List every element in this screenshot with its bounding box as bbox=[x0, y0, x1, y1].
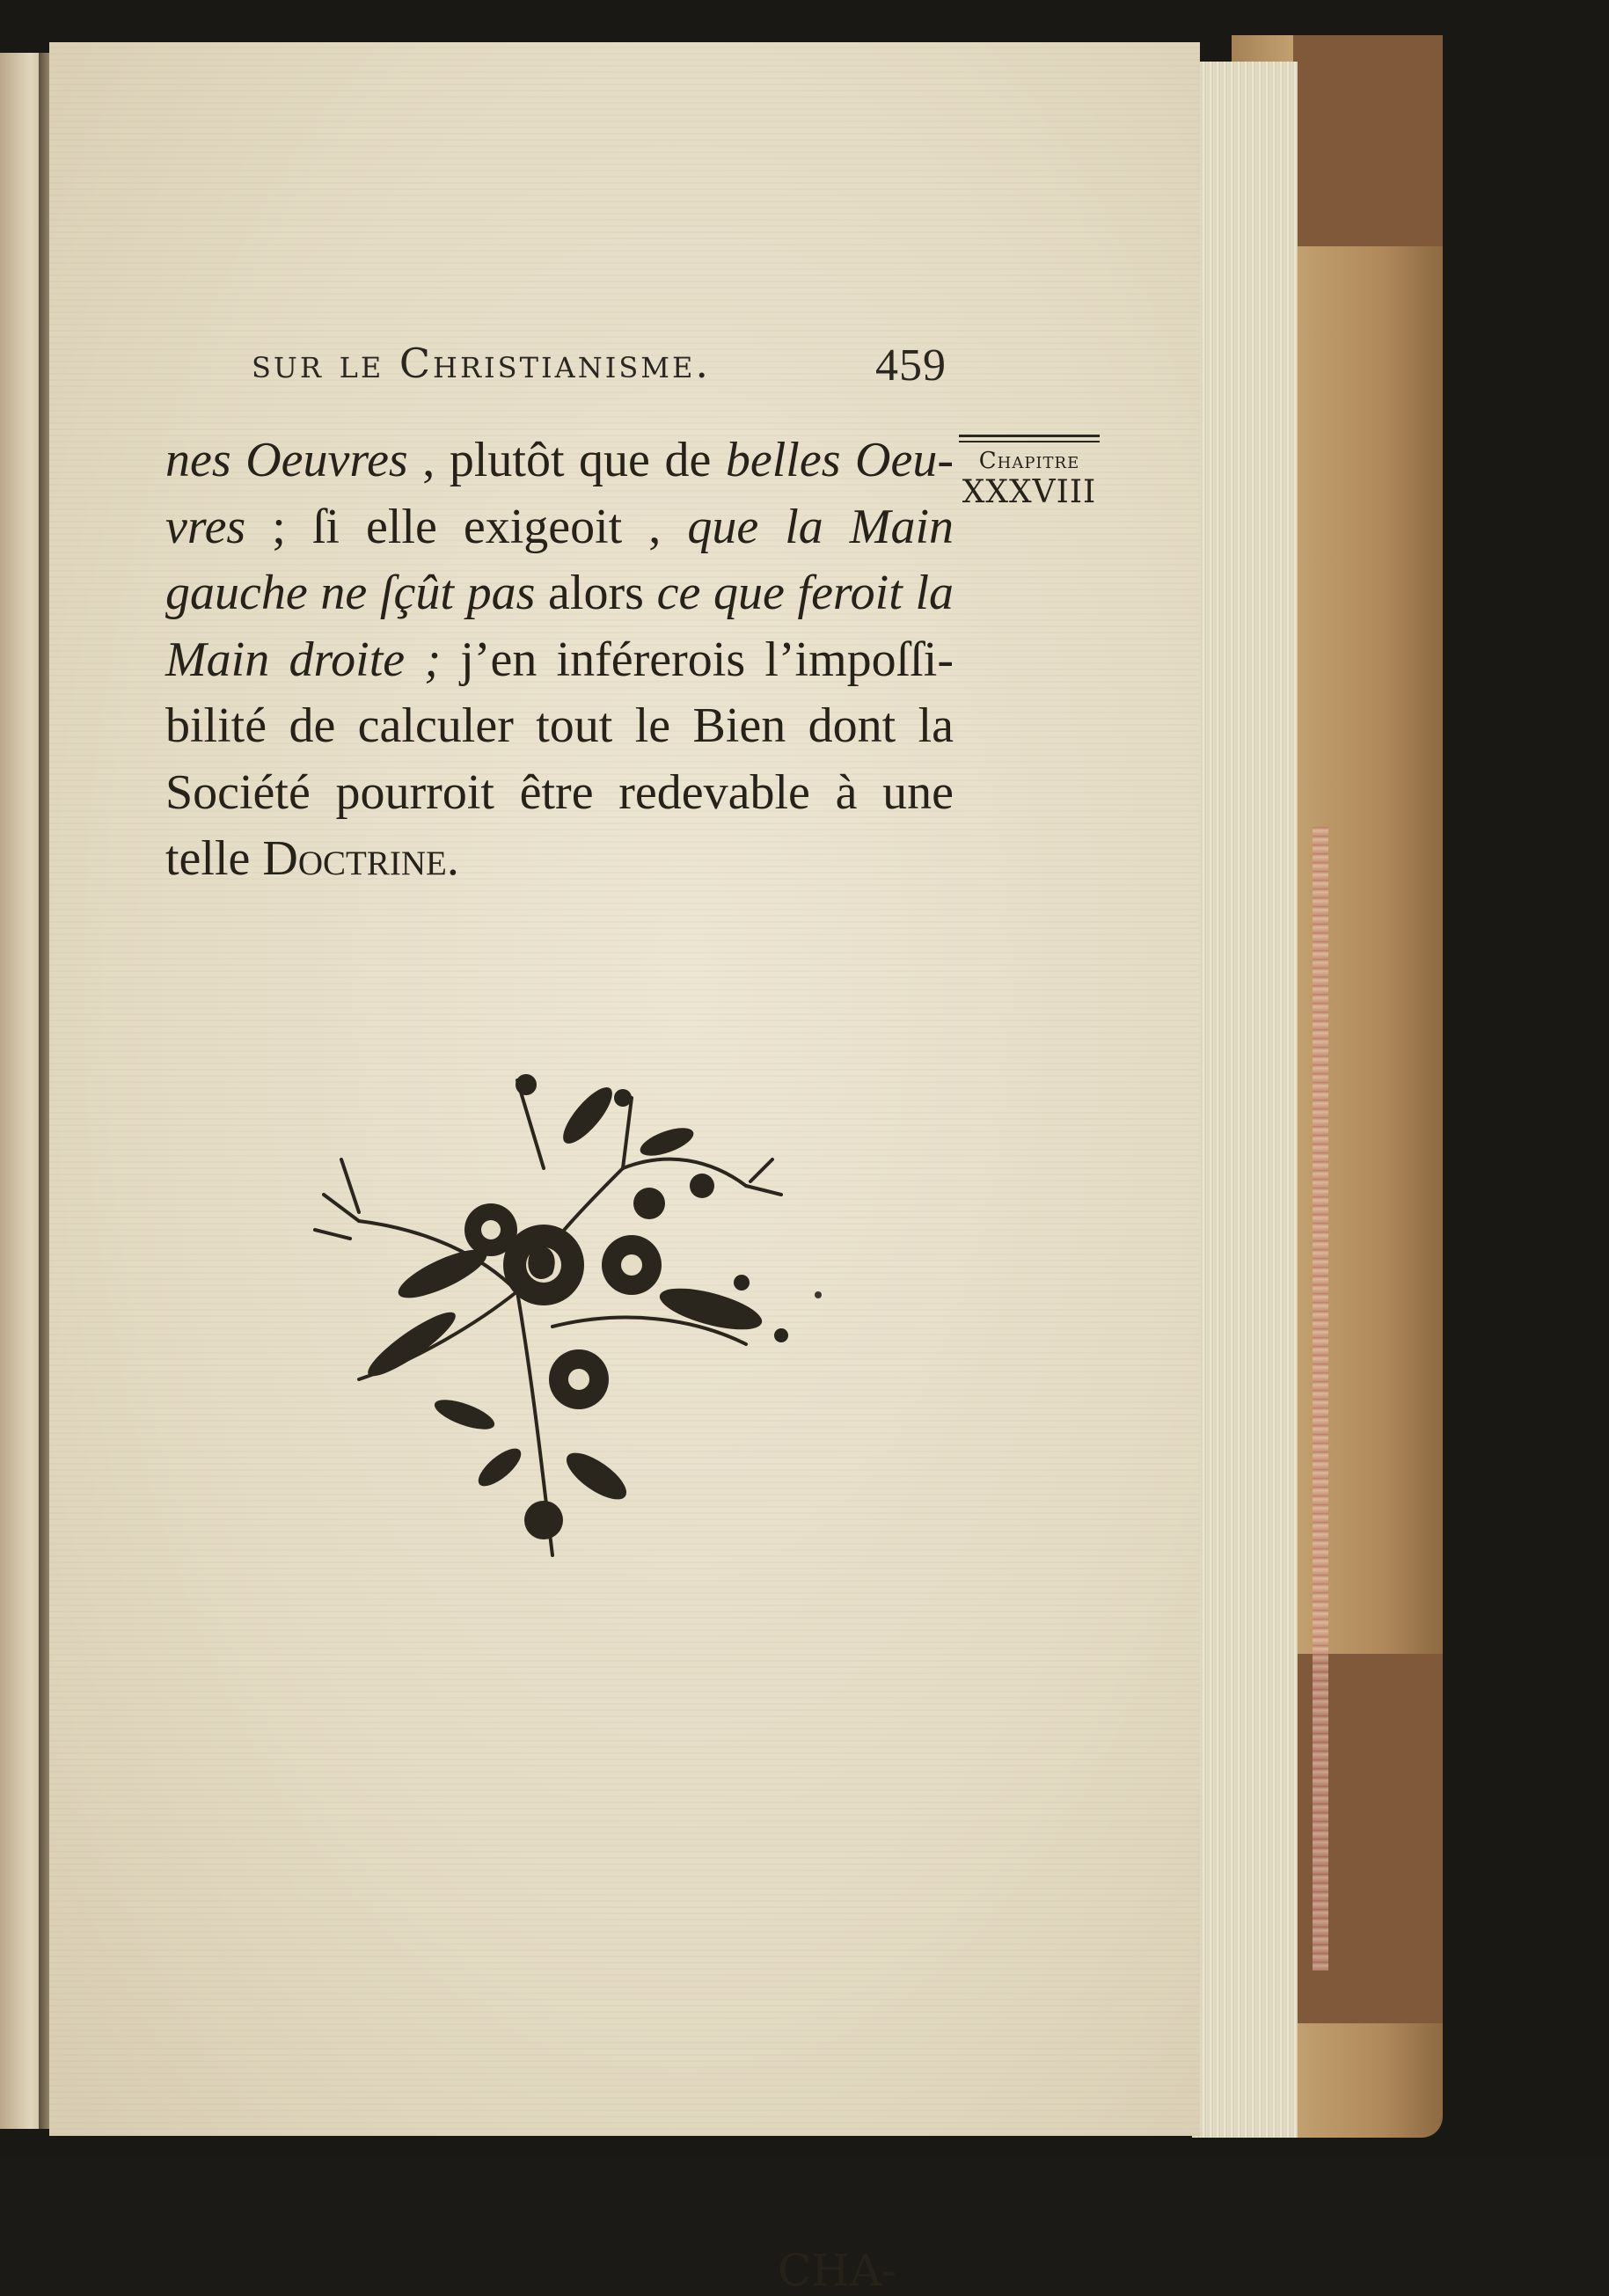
running-head-title: sur le Christianisme. bbox=[252, 340, 711, 387]
text-line: Société pourroit être redevable à une bbox=[165, 764, 954, 820]
small-caps-run: Doctrine bbox=[262, 831, 447, 886]
margin-note bbox=[959, 435, 1100, 511]
margin-rule bbox=[959, 441, 1100, 442]
sprinkled-edge bbox=[1313, 827, 1328, 1971]
text-line: nes Oeuvres , plutôt que de belles Oeu- bbox=[165, 433, 954, 487]
catchword: CHA- bbox=[778, 2245, 896, 2296]
chapter-number: XXXVIII bbox=[962, 474, 1097, 510]
page-number: 459 bbox=[875, 340, 947, 391]
italic-run: vres bbox=[165, 499, 246, 554]
cover-leather-band bbox=[1293, 35, 1443, 246]
text-line: Main droite ; j’en inférerois l’impoſſi- bbox=[165, 632, 954, 687]
book-page bbox=[49, 42, 1200, 2136]
italic-run: belles Oeu- bbox=[725, 433, 954, 487]
italic-run: que la Main bbox=[687, 499, 954, 554]
italic-run: ce que feroit la bbox=[656, 566, 954, 620]
text-line: telle Doctrine. bbox=[165, 831, 459, 886]
page-fore-edge bbox=[1192, 62, 1298, 2138]
body-text bbox=[165, 428, 954, 893]
text-line: gauche ne ſçût pas alors ce que feroit la bbox=[165, 566, 954, 620]
italic-run: nes Oeuvres bbox=[165, 433, 408, 487]
margin-rule bbox=[959, 435, 1100, 437]
text-line: bilité de calculer tout le Bien dont la bbox=[165, 698, 954, 753]
italic-run: gauche ne ſçût pas bbox=[165, 566, 536, 620]
italic-run: Main droite ; bbox=[165, 632, 442, 687]
previous-page-edge bbox=[0, 53, 44, 2129]
floral-ornament bbox=[253, 1063, 852, 1573]
text-line: vres ; ſi elle exigeoit , que la Main bbox=[165, 499, 954, 554]
ink-speck bbox=[815, 1291, 822, 1298]
chapter-label: Chapitre bbox=[978, 448, 1080, 474]
running-head bbox=[252, 340, 947, 391]
